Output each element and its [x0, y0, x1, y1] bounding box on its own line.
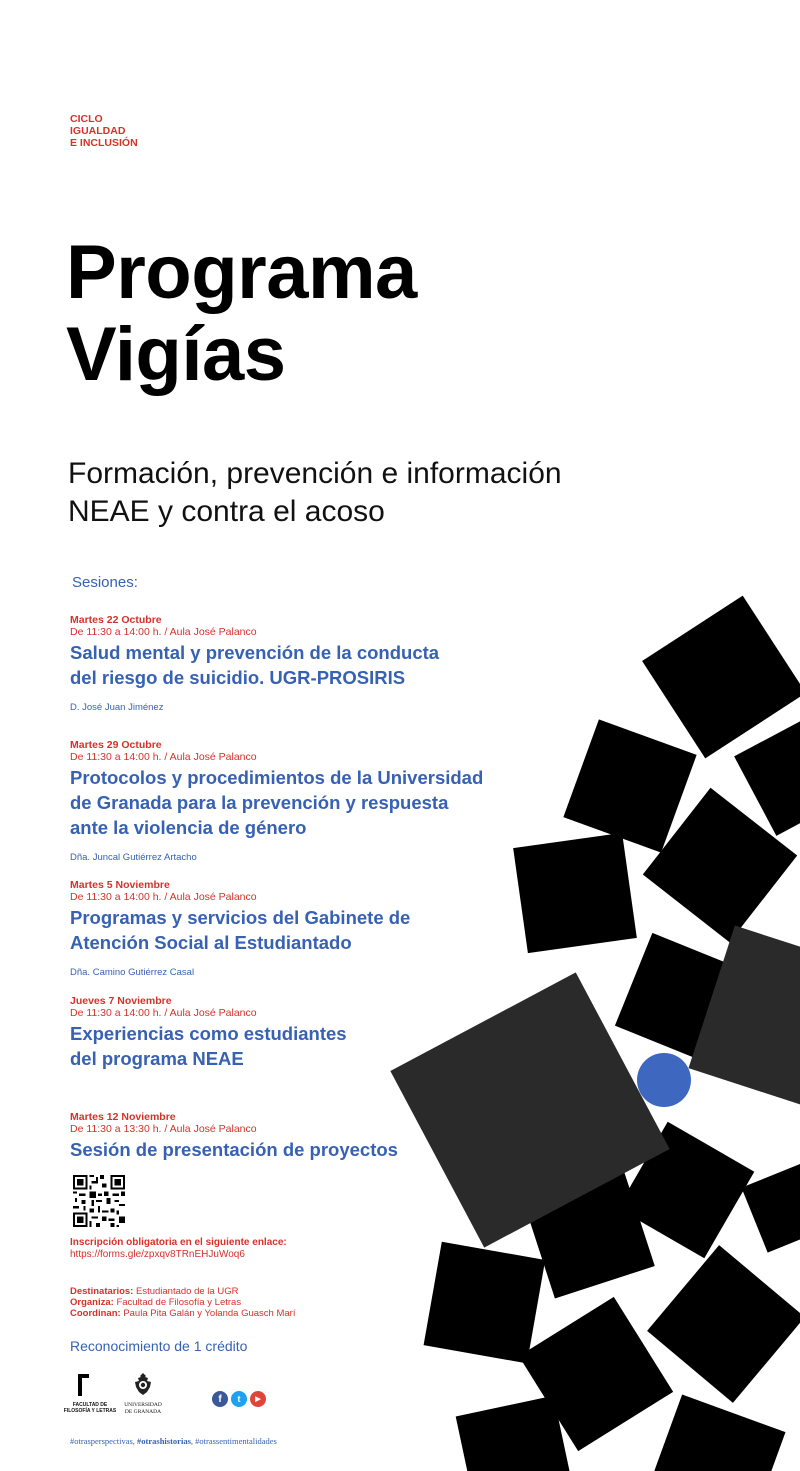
- session-item: [70, 614, 550, 713]
- cycle-line: IGUALDAD: [70, 125, 126, 137]
- hashtag: #otrashistorias: [137, 1436, 191, 1446]
- youtube-icon[interactable]: ▶: [250, 1391, 266, 1407]
- session-title-line: de Granada para la prevención y respuesta: [70, 792, 449, 813]
- audience-row: [70, 1286, 295, 1297]
- session-item: [70, 1111, 550, 1162]
- session-speaker: D. José Juan Jiménez: [70, 702, 164, 713]
- qr-code[interactable]: [73, 1175, 125, 1227]
- session-date: Martes 5 Noviembre: [70, 879, 170, 891]
- university-logo-text: [114, 1402, 172, 1415]
- session-title: [70, 765, 550, 840]
- session-item: [70, 739, 550, 863]
- session-title: [70, 640, 550, 690]
- title-line: Programa: [66, 230, 417, 315]
- session-time: De 11:30 a 14:00 h. / Aula José Palanco: [70, 751, 257, 763]
- university-logo-line: UNIVERSIDAD: [124, 1402, 162, 1408]
- registration-label: Inscripción obligatoria en el siguiente enlace:: [70, 1237, 287, 1248]
- hashtag: #otrasperspectivas,: [70, 1436, 135, 1446]
- session-title-line: Programas y servicios del Gabinete de: [70, 907, 411, 928]
- session-date: Jueves 7 Noviembre: [70, 995, 172, 1007]
- subtitle-line: NEAE y contra el acoso: [68, 495, 385, 528]
- coordinators-value: Paula Pita Galán y Yolanda Guasch Marí: [123, 1308, 296, 1319]
- session-title: [70, 905, 550, 955]
- session-title-line: del riesgo de suicidio. UGR-PROSIRIS: [70, 667, 406, 688]
- blue-dot: [637, 1053, 691, 1107]
- subtitle-line: Formación, prevención e información: [68, 457, 562, 490]
- session-title-line: Experiencias como estudiantes: [70, 1023, 347, 1044]
- session-time: De 11:30 a 14:00 h. / Aula José Palanco: [70, 891, 257, 903]
- session-title-line: Atención Social al Estudiantado: [70, 932, 352, 953]
- faculty-logo-line: FILOSOFÍA Y LETRAS: [63, 1408, 117, 1414]
- session-item: [70, 995, 550, 1071]
- session-date: Martes 22 Octubre: [70, 614, 162, 626]
- session-speaker: Dña. Camino Gutiérrez Casal: [70, 967, 195, 978]
- social-links: [212, 1391, 266, 1407]
- session-title: [70, 1021, 550, 1071]
- organizer-info: [70, 1286, 295, 1319]
- cycle-line: E INCLUSIÓN: [70, 137, 138, 149]
- title-line: Vigías: [66, 312, 286, 397]
- hashtag: , #otrassentimentalidades: [190, 1436, 277, 1446]
- page-title: [66, 232, 417, 396]
- registration-link[interactable]: https://forms.gle/zpxqv8TRnEHJuWoq6: [70, 1249, 245, 1260]
- session-date: Martes 29 Octubre: [70, 739, 162, 751]
- session-title-line: del programa NEAE: [70, 1048, 244, 1069]
- session-title: [70, 1137, 550, 1162]
- session-title-line: ante la violencia de género: [70, 817, 307, 838]
- cycle-label: [70, 113, 138, 149]
- credit-recognition: Reconocimiento de 1 crédito: [70, 1338, 248, 1354]
- session-time: De 11:30 a 14:00 h. / Aula José Palanco: [70, 626, 257, 638]
- university-logo-line: DE GRANADA: [124, 1408, 162, 1415]
- session-title-line: Protocolos y procedimientos de la Universidad: [70, 767, 484, 788]
- session-item: [70, 879, 550, 978]
- session-title-line: Salud mental y prevención de la conducta: [70, 642, 440, 663]
- session-speaker: Dña. Juncal Gutiérrez Artacho: [70, 852, 197, 863]
- organizer-label: Organiza:: [70, 1297, 114, 1308]
- session-date: Martes 12 Noviembre: [70, 1111, 176, 1123]
- square-shape: [424, 1242, 546, 1364]
- large-square-shape: [688, 925, 800, 1114]
- university-crest-icon: [132, 1372, 154, 1396]
- faculty-logo-text: [60, 1402, 120, 1414]
- cycle-line: CICLO: [70, 113, 103, 125]
- faculty-logo-line: FACULTAD DE: [72, 1402, 108, 1408]
- session-title-line: Sesión de presentación de proyectos: [70, 1139, 398, 1160]
- registration-block: [70, 1237, 287, 1261]
- organizer-value: Facultad de Filosofía y Letras: [116, 1297, 242, 1308]
- facebook-icon[interactable]: f: [212, 1391, 228, 1407]
- session-time: De 11:30 a 13:30 h. / Aula José Palanco: [70, 1123, 257, 1135]
- square-shape: [642, 596, 800, 759]
- university-logo: [118, 1372, 168, 1418]
- hashtags: [70, 1436, 277, 1446]
- faculty-f-icon: [78, 1374, 89, 1396]
- twitter-icon[interactable]: t: [231, 1391, 247, 1407]
- faculty-logo: [63, 1372, 117, 1418]
- audience-label: Destinatarios:: [70, 1286, 134, 1297]
- page-subtitle: [68, 455, 562, 531]
- audience-value: Estudiantado de la UGR: [136, 1286, 239, 1297]
- square-shape: [647, 1245, 800, 1403]
- session-time: De 11:30 a 14:00 h. / Aula José Palanco: [70, 1007, 257, 1019]
- square-shape: [645, 1395, 786, 1471]
- coordinators-label: Coordinan:: [70, 1308, 121, 1319]
- coordinators-row: [70, 1308, 295, 1319]
- sessions-label: Sesiones:: [72, 574, 138, 591]
- organizer-row: [70, 1297, 295, 1308]
